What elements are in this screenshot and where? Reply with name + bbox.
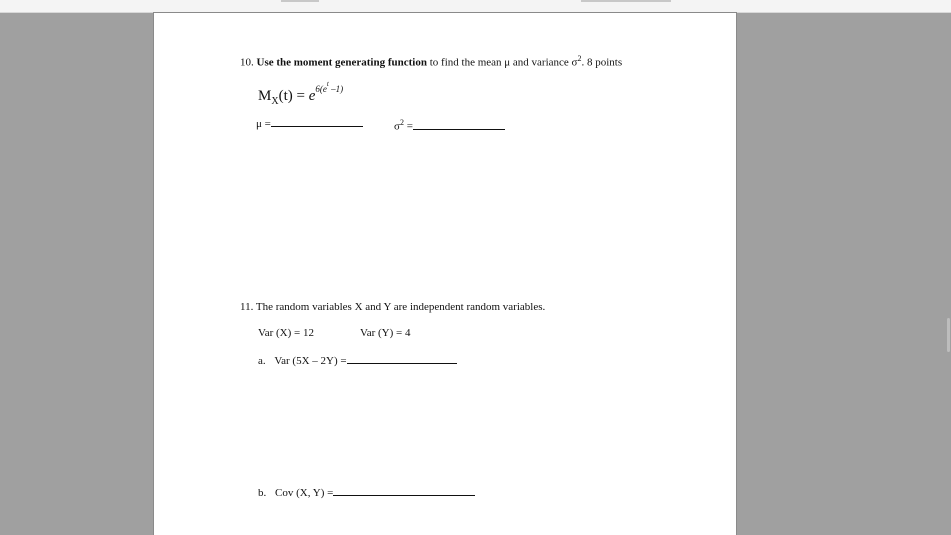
viewer-toolbar	[0, 0, 951, 13]
mgf-argument: (t) =	[278, 88, 305, 104]
mean-label: μ =	[256, 118, 271, 130]
mean-answer-blank[interactable]	[271, 116, 363, 127]
variance-answer	[394, 116, 505, 134]
part-a-label: a.	[258, 355, 266, 367]
question-11	[240, 301, 545, 314]
document-page	[154, 13, 736, 535]
mean-answer	[256, 116, 363, 131]
question-11-text: The random variables X and Y are independent random variables.	[255, 301, 546, 313]
mgf-subscript: X	[271, 96, 279, 107]
exp-base: e	[308, 88, 316, 104]
exp-part-a: 6(e	[315, 84, 327, 94]
question-10-bold-text: Use the moment generating function	[256, 56, 427, 69]
exp-part-b: –1)	[328, 84, 344, 94]
part-b	[258, 485, 475, 500]
question-number: 11.	[240, 301, 254, 313]
part-b-text: Cov (X, Y) =	[275, 487, 334, 499]
var-x-given: Var (X) = 12	[258, 327, 314, 339]
mgf-symbol: M	[258, 88, 272, 104]
exp-inner-t: t	[326, 80, 329, 88]
variance-equals: =	[403, 120, 413, 133]
scrollbar-thumb[interactable]	[947, 318, 950, 352]
variance-label: σ	[394, 120, 400, 133]
part-a	[258, 353, 457, 368]
sigma-exponent: 2	[577, 54, 582, 63]
points-label: . 8 points	[581, 56, 623, 69]
part-b-label: b.	[258, 487, 267, 499]
part-a-answer-blank[interactable]	[347, 353, 457, 364]
toolbar-tab-marker[interactable]	[581, 0, 671, 2]
question-number: 10.	[240, 56, 254, 69]
part-b-answer-blank[interactable]	[333, 485, 475, 496]
variance-label-exponent: 2	[399, 118, 404, 127]
toolbar-tab-marker[interactable]	[281, 0, 319, 2]
variance-answer-blank[interactable]	[413, 119, 505, 130]
question-10	[240, 52, 622, 70]
var-y-given: Var (Y) = 4	[360, 327, 411, 339]
mgf-formula	[258, 79, 343, 111]
part-a-text: Var (5X – 2Y) =	[274, 355, 347, 367]
question-10-text: to find the mean μ and variance σ	[429, 56, 578, 69]
